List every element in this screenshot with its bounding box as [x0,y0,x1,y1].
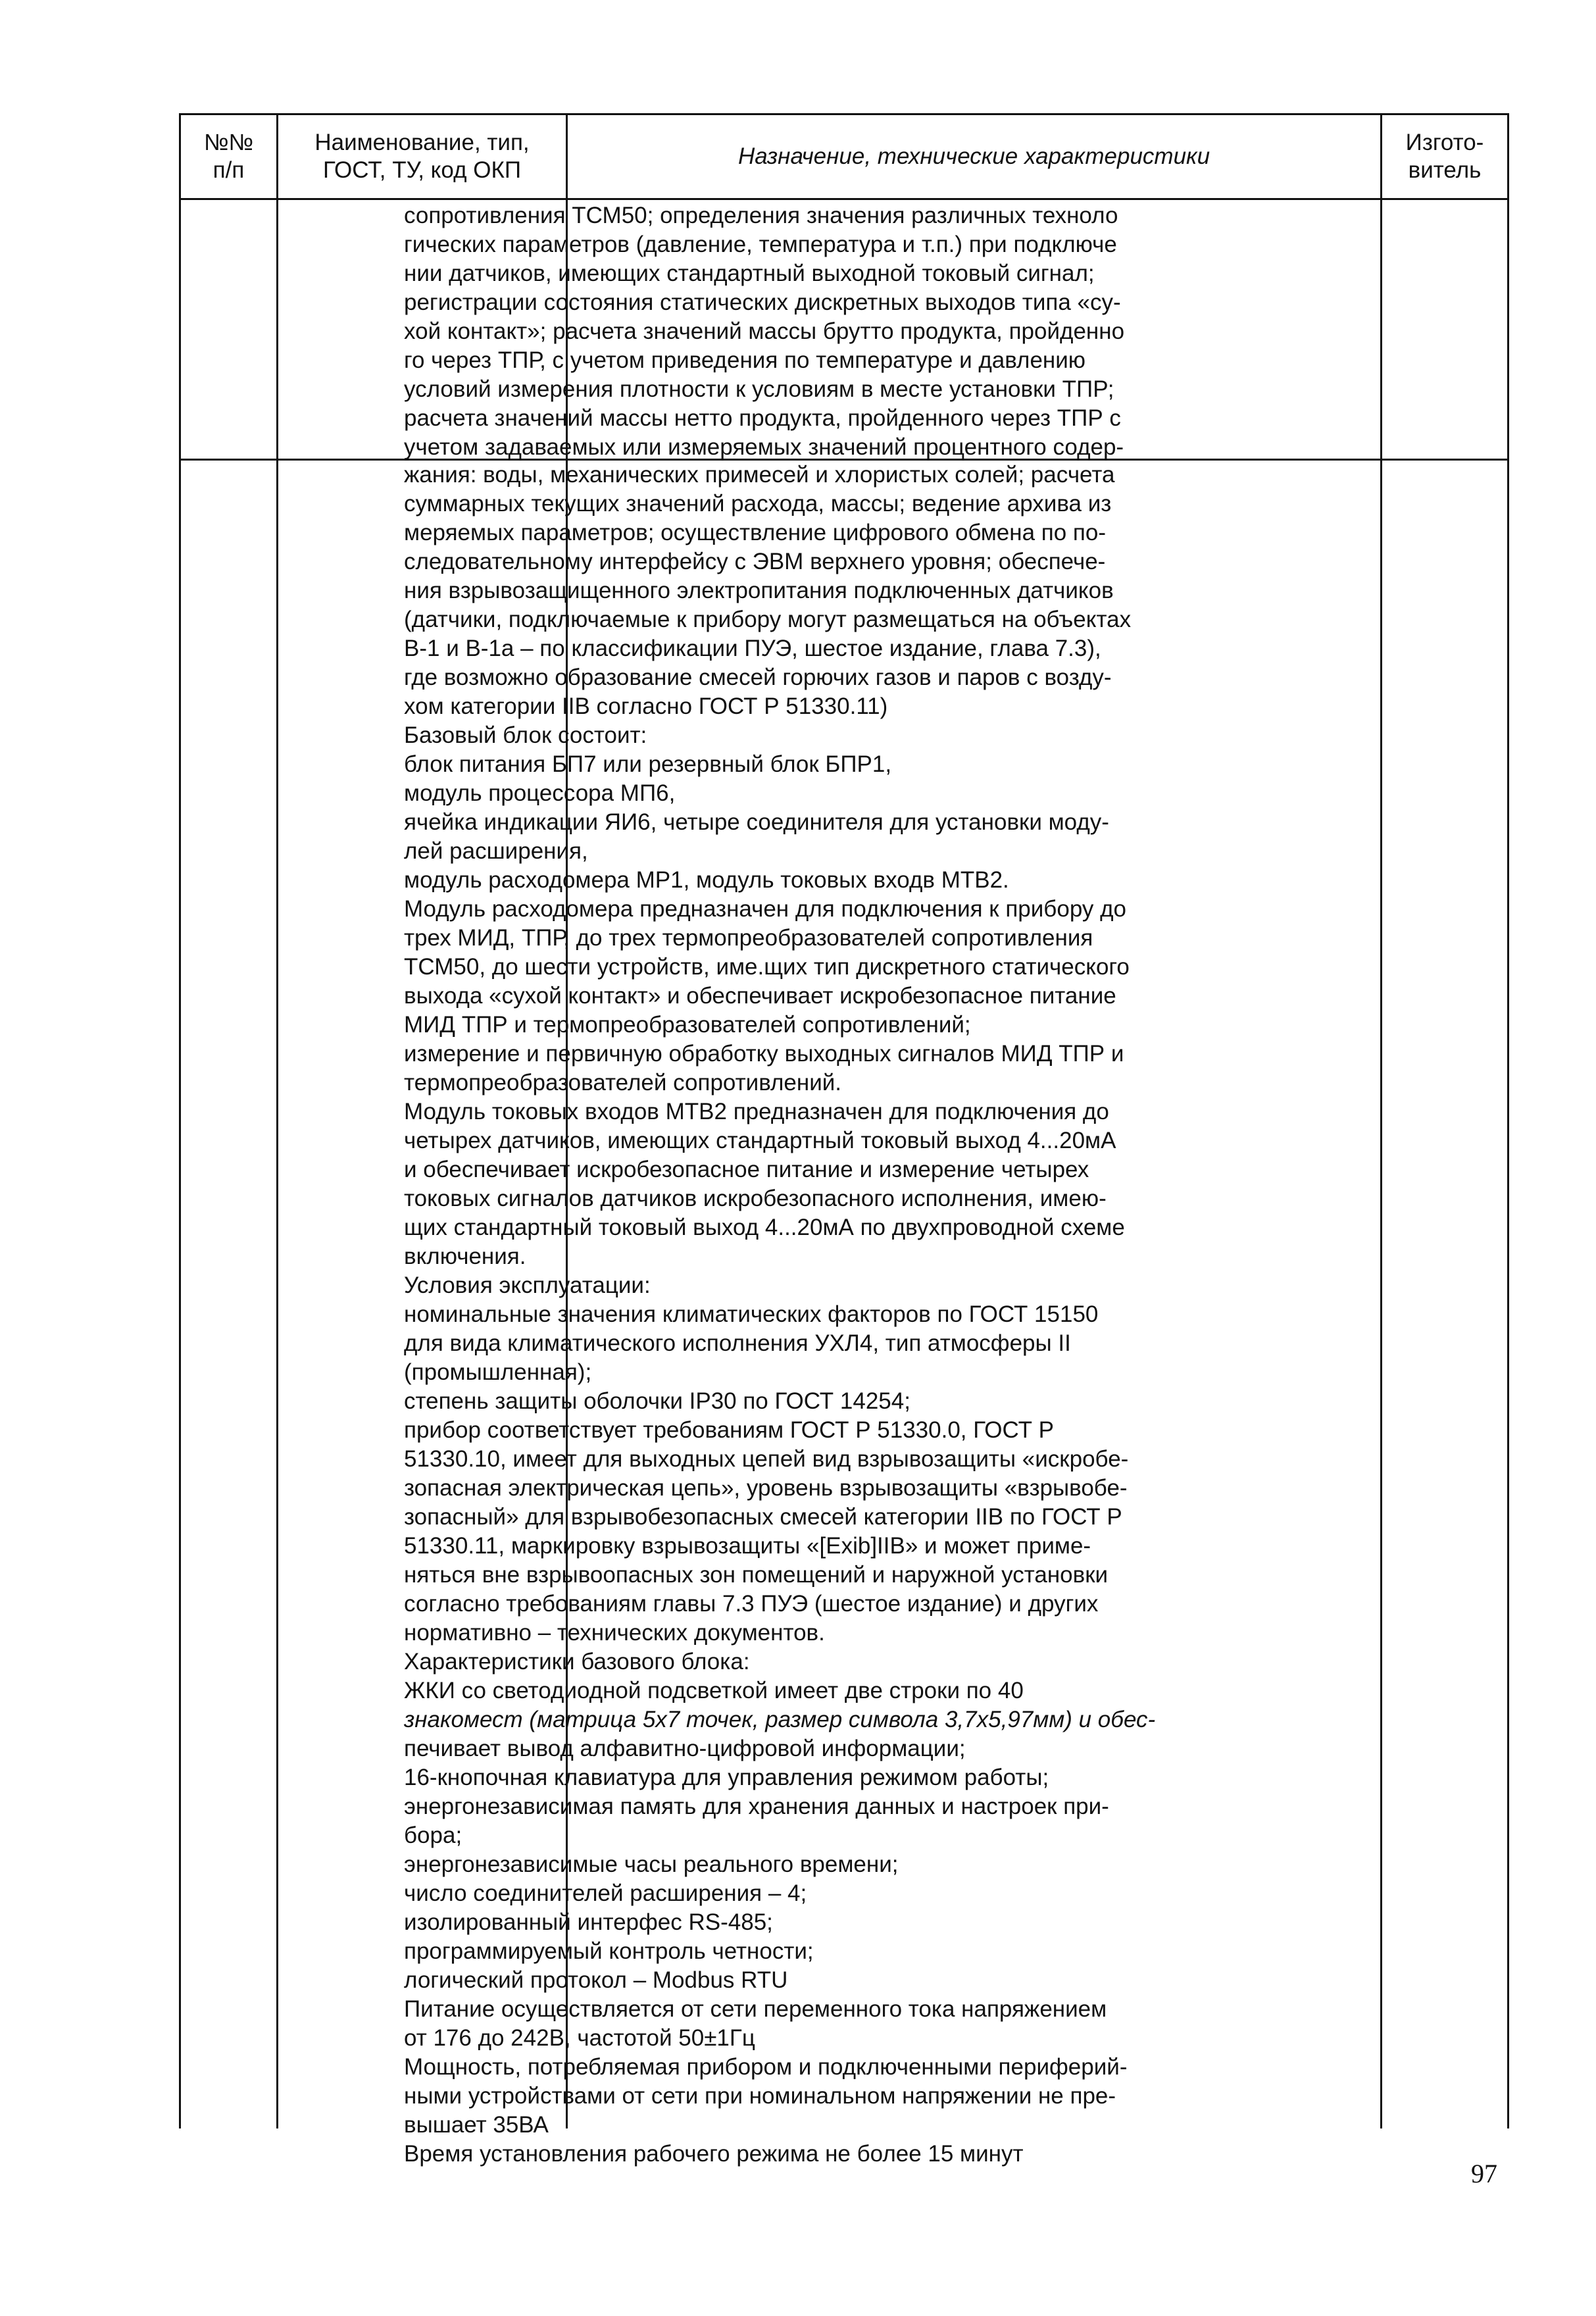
description-line: сопротивления ТСМ50; определения значения различных техноло [404,203,1118,228]
description-line: от 176 до 242В, частотой 50±1Гц [404,2025,755,2051]
description-line: печивает вывод алфавитно-цифровой информации; [404,1736,966,1761]
description-cell-continued [404,201,1193,462]
description-line: суммарных текущих значений расхода, массы; ведение архива из [404,491,1112,516]
description-line: Мощность, потребляемая прибором и подключенными периферий- [404,2054,1128,2080]
description-line: программируемый контроль четности; [404,1938,814,1964]
description-line: логический протокол – Modbus RTU [404,1967,788,1993]
description-line: изолированный интерфес RS-485; [404,1909,773,1935]
description-line: прибор соответствует требованиям ГОСТ Р 51330.0, ГОСТ Р [404,1417,1055,1443]
description-line: Базовый блок состоит: [404,722,647,748]
description-line: модуль процессора МП6, [404,780,676,806]
column-rule-name [276,200,278,2128]
description-line: для вида климатического исполнения УХЛ4, тип атмосферы II [404,1330,1071,1356]
description-line: энергонезависимая память для хранения данных и настроек при- [404,1794,1109,1819]
description-line: вышает 35ВА [404,2112,549,2138]
description-line: где возможно образование смесей горючих газов и паров с возду- [404,665,1112,690]
description-line: энергонезависимые часы реального времени; [404,1851,899,1877]
page-number: 97 [1471,2159,1497,2188]
description-line: лей расширения, [404,838,588,864]
description-line: термопреобразователей сопротивлений. [404,1070,842,1095]
description-line: трех МИД, ТПР, до трех термопреобразователей сопротивления [404,925,1093,951]
description-line: бора; [404,1823,462,1848]
description-line: хой контакт»; расчета значений массы брутто продукта, пройденно [404,318,1125,344]
description-line: ячейка индикации ЯИ6, четыре соединителя для установки моду- [404,809,1109,835]
description-line: учетом задаваемых или измеряемых значений процентного содер- [404,434,1124,460]
description-line: няться вне взрывоопасных зон помещений и наружной установки [404,1562,1109,1588]
description-line: ТСМ50, до шести устройств, име.щих тип дискретного статического [404,954,1130,980]
header-manufacturer: Изгото- витель [1380,113,1509,200]
description-line: меряемых параметров; осуществление цифрового обмена по по- [404,520,1106,545]
column-rule-left [179,200,181,2128]
description-line: условий измерения плотности к условиям в месте установки ТПР; [404,376,1114,402]
description-line: знакомест (матрица 5х7 точек, размер символа 3,7х5,97мм) и обес- [404,1707,1156,1732]
description-line: хом категории IIВ согласно ГОСТ Р 51330.11) [404,693,888,719]
description-line: (датчики, подключаемые к прибору могут размещаться на объектах [404,607,1132,632]
description-line: Характеристики базового блока: [404,1649,750,1674]
description-line: жания: воды, механических примесей и хлористых солей; расчета [404,462,1115,488]
description-line: МИД ТПР и термопреобразователей сопротивлений; [404,1012,971,1038]
description-line: токовых сигналов датчиков искробезопасного исполнения, имею- [404,1186,1107,1211]
description-line: четырех датчиков, имеющих стандартный токовый выход 4...20мА [404,1128,1116,1153]
description-cell [404,461,1193,2169]
description-line: 16-кнопочная клавиатура для управления режимом работы; [404,1765,1049,1790]
description-line: гических параметров (давление, температура и т.п.) при подключе [404,232,1117,257]
description-line: ния взрывозащищенного электропитания подключенных датчиков [404,578,1114,603]
description-line: 51330.11, маркировку взрывозащиты «[Exib]IIB» и может приме- [404,1533,1091,1559]
header-purpose: Назначение, технические характеристики [566,113,1380,200]
description-line: блок питания БП7 или резервный блок БПР1, [404,751,892,777]
description-line: выхода «сухой контакт» и обеспечивает искробезопасное питание [404,983,1116,1009]
description-line: Время установления рабочего режима не более 15 минут [404,2141,1024,2167]
description-line: Модуль токовых входов МТВ2 предназначен для подключения до [404,1099,1109,1124]
description-line: нии датчиков, имеющих стандартный выходной токовый сигнал; [404,261,1095,286]
description-line: согласно требованиям главы 7.3 ПУЭ (шестое издание) и других [404,1591,1099,1617]
header-name-type: Наименование, тип, ГОСТ, ТУ, код ОКП [276,113,566,200]
description-line: число соединителей расширения – 4; [404,1880,807,1906]
description-line: 51330.10, имеет для выходных цепей вид взрывозащиты «искробе- [404,1446,1129,1472]
description-line: го через ТПР, с учетом приведения по температуре и давлению [404,347,1086,373]
description-line: степень защиты оболочки IP30 по ГОСТ 14254; [404,1388,910,1414]
description-line: номинальные значения климатических факторов по ГОСТ 15150 [404,1301,1099,1327]
description-line: и обеспечивает искробезопасное питание и измерение четырех [404,1157,1089,1182]
description-line: ЖКИ со светодиодной подсветкой имеет две строки по 40 [404,1678,1024,1703]
description-line: расчета значений массы нетто продукта, пройденного через ТПР с [404,405,1121,431]
description-line: Питание осуществляется от сети переменного тока напряжением [404,1996,1107,2022]
description-line: ными устройствами от сети при номинальном напряжении не пре- [404,2083,1116,2109]
description-line: измерение и первичную обработку выходных сигналов МИД ТПР и [404,1041,1124,1067]
description-line: регистрации состояния статических дискретных выходов типа «су- [404,290,1121,315]
description-line: зопасная электрическая цепь», уровень взрывозащиты «взрывобе- [404,1475,1128,1501]
description-line: зопасный» для взрывобезопасных смесей категории IIВ по ГОСТ Р [404,1504,1122,1530]
description-line: модуль расходомера МР1, модуль токовых входв МТВ2. [404,867,1009,893]
description-line: нормативно – технических документов. [404,1620,825,1646]
description-line: Условия эксплуатации: [404,1272,651,1298]
description-line: следовательному интерфейсу с ЭВМ верхнего уровня; обеспече- [404,549,1106,574]
column-rule-right [1507,200,1509,2128]
column-rule-manufacturer [1380,200,1382,2128]
description-line: включения. [404,1244,526,1269]
description-line: В-1 и В-1а – по классификации ПУЭ, шестое издание, глава 7.3), [404,636,1101,661]
header-number: №№ п/п [179,113,276,200]
description-line: (промышленная); [404,1359,592,1385]
description-line: щих стандартный токовый выход 4...20мА по двухпроводной схеме [404,1215,1125,1240]
description-line: Модуль расходомера предназначен для подключения к прибору до [404,896,1127,922]
